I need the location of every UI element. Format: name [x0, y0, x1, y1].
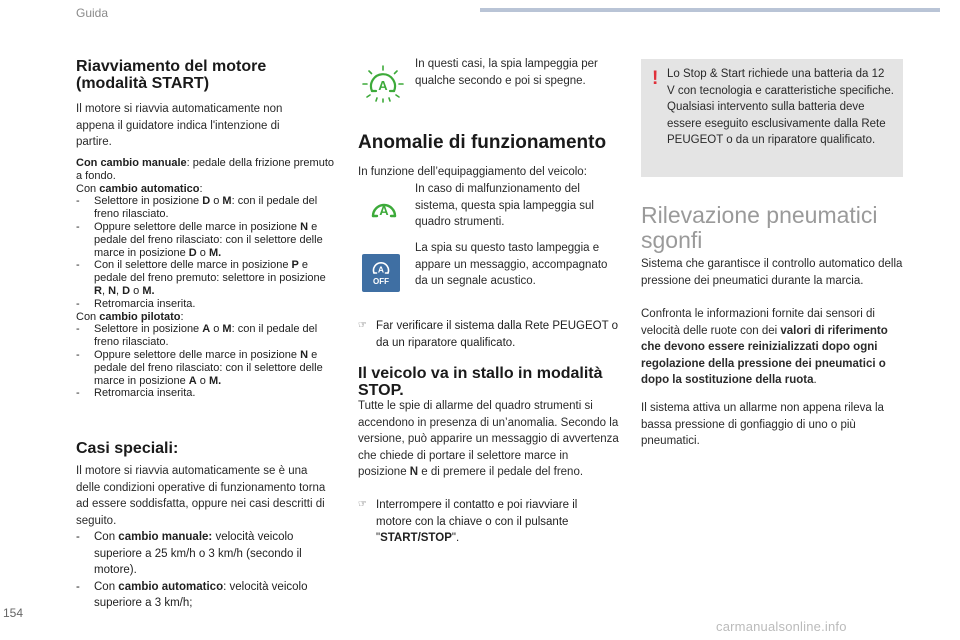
list-item: - Con cambio manuale: velocità veicolo superiore a 25 km/h o 3 km/h (secondo il motore). — [76, 531, 302, 576]
svg-text:A: A — [378, 78, 388, 93]
tyre-paragraph-3: Il sistema attiva un allarme non appena rileva la bassa pressione di gonfiaggio di uno o più pneumatici. — [641, 402, 884, 447]
header-bar — [480, 8, 940, 12]
list-item: - Retromarcia inserita. — [76, 387, 196, 400]
off-label: OFF — [373, 277, 389, 286]
anomaly-intro: In funzione dell’equipaggiamento del veicolo: — [358, 166, 587, 178]
finger-pointer-icon: ☞ — [358, 499, 367, 510]
watermark: carmanualsonline.info — [716, 619, 847, 634]
tyre-paragraph-1: Sistema che garantisce il controllo automatico della pressione dei pneumatici durante la marcia. — [641, 258, 903, 287]
page-number: 154 — [3, 606, 24, 620]
svg-text:A: A — [379, 203, 389, 218]
auto-heading: Con cambio automatico: — [76, 182, 203, 195]
list-item: - Con il selettore delle marce in posizione P e pedale del freno premuto: selettore in posizione R, N, D o M. — [76, 259, 326, 297]
tyre-paragraph-2: Confronta le informazioni fornite dai sensori di velocità delle ruote con dei valori di riferimento che devono essere reinizializzati dopo ogni regolazione della pressione dei pneumatici o dopo la sostituzione della ruota. — [641, 308, 888, 386]
blink-text: In questi casi, la spia lampeggia per qualche secondo e poi si spegne. — [415, 58, 598, 87]
svg-text:A: A — [377, 264, 385, 275]
list-item: - Oppure selettore delle marce in posizione N e pedale del freno rilasciato: con il selettore delle marce in posizione D o M. — [76, 220, 323, 259]
fault-text: In caso di malfunzionamento del sistema, questa spia lampeggia sul quadro strumenti. — [415, 183, 594, 228]
restart-intro: Il motore si riavvia automaticamente non appena il guidatore indica l'intenzione di partire. — [76, 103, 283, 148]
manual-condition: Con cambio manuale: pedale della frizione premuto a fondo. — [76, 157, 335, 182]
special-cases-list — [76, 529, 328, 612]
tyre-title: Rilevazione pneumatici sgonfi — [641, 202, 878, 253]
battery-warning-box — [641, 59, 903, 177]
restart-title: Riavviamento del motore (modalità START) — [76, 58, 267, 92]
stall-text: Tutte le spie di allarme del quadro strumenti si accendono in presenza di un’anomalia. Secondo la versione, può apparire un messaggio di avvertenza che chiede di portare il selettore marce in posizione N e di premere il pedale del freno. — [358, 400, 619, 478]
running-header: Guida — [76, 6, 109, 20]
restart-instruction: ☞ Interrompere il contatto e poi riavviare il motore con la chiave o con il pulsante "START/STOP". — [358, 499, 578, 544]
list-item: - Selettore in posizione D o M: con il pedale del freno rilasciato. — [76, 195, 318, 221]
check-instruction: ☞ Far verificare il sistema dalla Rete PEUGEOT o da un riparatore qualificato. — [358, 320, 619, 349]
pilot-heading: Con cambio pilotato: — [76, 310, 184, 323]
anomaly-title: Anomalie di funzionamento — [358, 132, 607, 153]
finger-pointer-icon: ☞ — [358, 320, 367, 331]
battery-warning-text: Lo Stop & Start richiede una batteria da 12 V con tecnologia e caratteristiche specifiche. Qualsiasi intervento sulla batteria deve essere eseguito esclusivamente dalla Rete PEUGEOT o da un riparatore qualificato. — [667, 68, 894, 146]
list-item: - Retromarcia inserita. — [76, 297, 196, 310]
special-cases-title: Casi speciali: — [76, 440, 179, 457]
stall-title: Il veicolo va in stallo in modalità STOP. — [358, 365, 603, 399]
special-cases-intro: Il motore si riavvia automaticamente se è una delle condizioni operative di funzionamento torna ad essere soddisfatta, oppure nei casi descritti di seguito. — [76, 465, 326, 527]
restart-conditions — [76, 157, 336, 400]
list-item: - Con cambio automatico: velocità veicolo superiore a 3 km/h; — [76, 580, 308, 609]
list-item: - Oppure selettore delle marce in posizione N e pedale del freno rilasciato: con il selettore delle marce in posizione A o M. — [76, 348, 323, 387]
button-text: La spia su questo tasto lampeggia e appare un messaggio, accompagnato da un segnale acustico. — [415, 242, 608, 287]
warning-icon: ! — [652, 68, 659, 89]
list-item: - Selettore in posizione A o M: con il pedale del freno rilasciato. — [76, 323, 318, 349]
